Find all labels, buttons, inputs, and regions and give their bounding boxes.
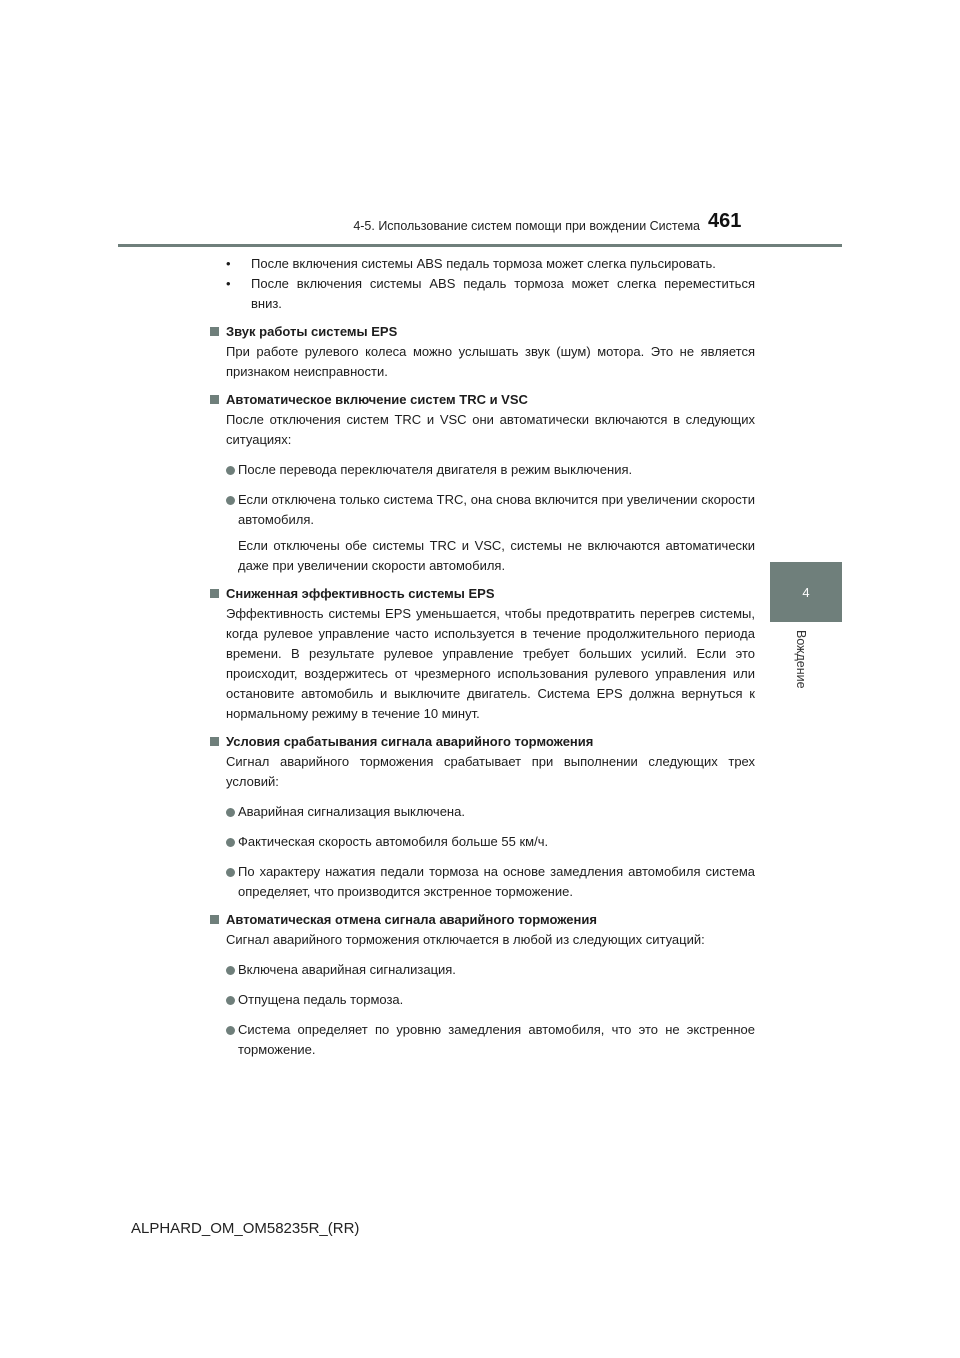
list-item: По характеру нажатия педали тормоза на основе замедления автомобиля система определяет, что производится экстренное торможение. [210,862,755,902]
list-item: Система определяет по уровню замедления автомобиля, что это не экстренное торможение. [210,1020,755,1060]
bullet-mark: • [226,276,231,291]
page-number: 461 [708,210,742,232]
section-heading: Сниженная эффективность системы EPS [210,584,755,604]
section-heading: Автоматическая отмена сигнала аварийного торможения [210,910,755,930]
section-eps-sound [210,322,755,382]
square-bullet-icon [210,589,219,598]
section-trc-vsc-auto [210,390,755,576]
section-heading: Звук работы системы EPS [210,322,755,342]
circle-bullet-icon [226,466,235,475]
footer-code: ALPHARD_OM_OM58235R_(RR) [131,1220,360,1237]
circle-bullet-icon [226,496,235,505]
header-title: 4-5. Использование систем помощи при вождении Система [353,219,700,233]
intro-bullet: • После включения системы ABS педаль тормоза может слегка переместиться вниз. [226,276,755,311]
circle-bullet-icon [226,868,235,877]
square-bullet-icon [210,395,219,404]
section-eps-reduced [210,584,755,724]
circle-bullet-icon [226,808,235,817]
page-content [210,254,755,1060]
bullet-mark: • [226,256,231,271]
list-item: Отпущена педаль тормоза. [210,990,755,1010]
section-emergency-brake-cancel [210,910,755,1060]
list-item: После перевода переключателя двигателя в режим выключения. [210,460,755,480]
section-heading: Условия срабатывания сигнала аварийного торможения [210,732,755,752]
circle-bullet-icon [226,1026,235,1035]
chapter-number: 4 [802,584,810,600]
section-paragraph: Сигнал аварийного торможения срабатывает при выполнении следующих трех условий: [226,754,755,789]
list-item: Включена аварийная сигнализация. [210,960,755,980]
section-paragraph: При работе рулевого колеса можно услышать звук (шум) мотора. Это не является признаком неисправности. [226,344,755,379]
header-rule [118,244,842,247]
list-item: Фактическая скорость автомобиля больше 55 км/ч. [210,832,755,852]
section-paragraph: Эффективность системы EPS уменьшается, чтобы предотвратить перегрев системы, когда рулевое управление часто используется в течение продолжительного периода времени. В результате рулевое управление требует больших усилий. Если это происходит, воздержитесь от чрезмерного использования рулевого управления или остановите автомобиль и выключите двигатель. Система EPS должна вернуться к нормальному режиму в течение 10 минут. [226,606,755,721]
square-bullet-icon [210,915,219,924]
chapter-tab [770,562,842,622]
list-item: Если отключена только система TRC, она снова включится при увеличении скорости автомобиля. [210,490,755,530]
intro-bullets [210,254,755,314]
section-emergency-brake-conditions [210,732,755,902]
circle-bullet-icon [226,966,235,975]
list-item-note: Если отключены обе системы TRC и VSC, системы не включаются автоматически даже при увеличении скорости автомобиля. [238,538,755,573]
section-heading: Автоматическое включение систем TRC и VSC [210,390,755,410]
section-paragraph: Сигнал аварийного торможения отключается в любой из следующих ситуаций: [226,932,705,947]
section-paragraph: После отключения систем TRC и VSC они автоматически включаются в следующих ситуациях: [226,412,755,447]
square-bullet-icon [210,737,219,746]
list-item: Аварийная сигнализация выключена. [210,802,755,822]
circle-bullet-icon [226,996,235,1005]
square-bullet-icon [210,327,219,336]
circle-bullet-icon [226,838,235,847]
chapter-label: Вождение [794,630,808,689]
intro-bullet: • После включения системы ABS педаль тормоза может слегка пульсировать. [210,254,755,274]
